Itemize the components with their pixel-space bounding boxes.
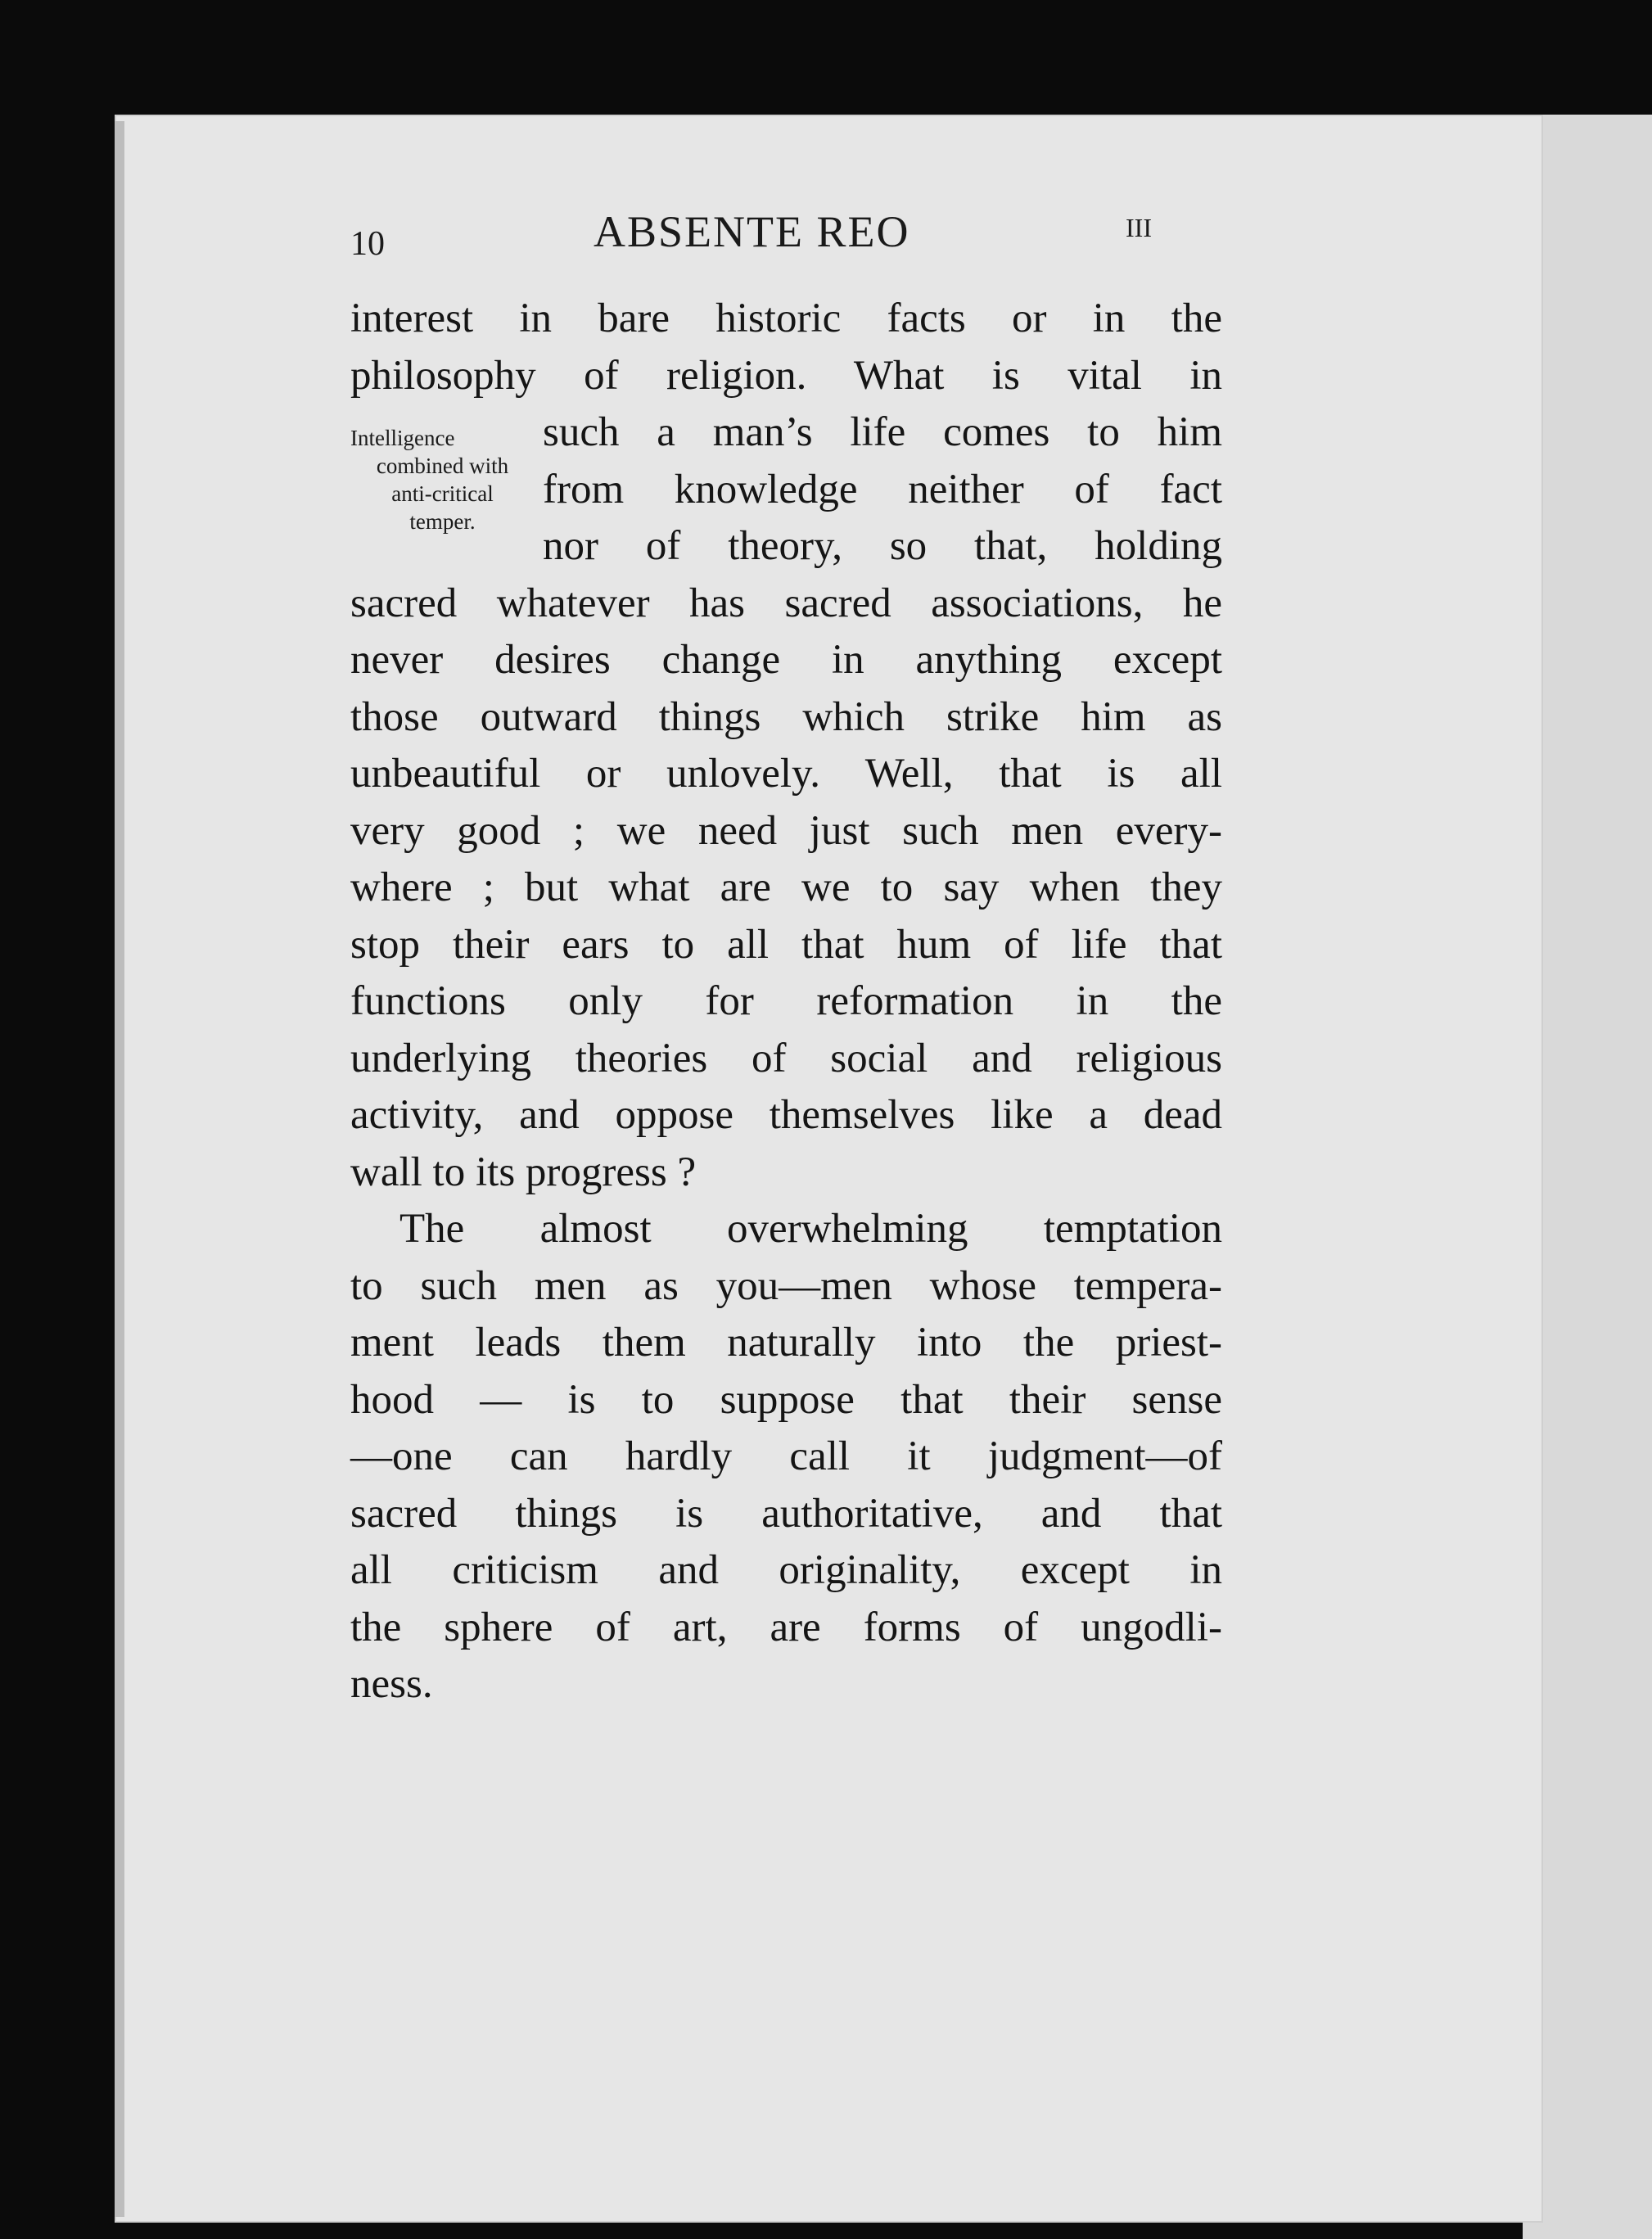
text-line: underlying theories of social and religious (350, 1035, 1222, 1081)
text-line: ness. (350, 1661, 433, 1707)
page-number: 10 (350, 225, 385, 263)
text-line: to such men as you—men whose tempera- (350, 1262, 1222, 1309)
body-text (350, 291, 1222, 1713)
text-line: philosophy of religion. What is vital in (350, 352, 1222, 399)
text-line: ment leads them naturally into the priest- (350, 1320, 1222, 1366)
margin-note-line: Intelligence (350, 426, 455, 450)
margin-note-line: temper. (409, 509, 476, 534)
text-line: unbeautiful or unlovely. Well, that is all (350, 751, 1222, 797)
text-line: sacred whatever has sacred associations, he (350, 580, 1222, 626)
text-line: stop their ears to all that hum of life that (350, 921, 1222, 968)
text-line: activity, and oppose themselves like a dead (350, 1092, 1222, 1138)
text-line: where ; but what are we to say when they (350, 864, 1222, 910)
text-line: The almost overwhelming temptation (399, 1206, 1222, 1252)
text-line: those outward things which strike him as (350, 693, 1222, 740)
text-line: sacred things is authoritative, and that (350, 1490, 1222, 1537)
margin-note-line: combined with (376, 454, 509, 478)
text-line: functions only for reformation in the (350, 978, 1222, 1024)
text-line: hood — is to suppose that their sense (350, 1376, 1222, 1423)
text-line: nor of theory, so that, holding (543, 523, 1222, 569)
text-line: the sphere of art, are forms of ungodli- (350, 1604, 1222, 1650)
margin-note-line: anti-critical (391, 481, 494, 506)
page-header (0, 206, 1652, 280)
running-head: ABSENTE REO (594, 207, 910, 256)
text-line: from knowledge neither of fact (543, 466, 1222, 512)
text-line: very good ; we need just such men every- (350, 807, 1222, 854)
page-binding-edge (115, 121, 124, 2217)
text-line: never desires change in anything except (350, 637, 1222, 683)
text-line: such a man’s life comes to him (543, 409, 1222, 455)
text-line: wall to its progress ? (350, 1149, 697, 1195)
signature-mark: III (1126, 213, 1152, 242)
text-line: —one can hardly call it judgment—of (350, 1433, 1222, 1479)
text-line: all criticism and originality, except in (350, 1547, 1222, 1593)
text-line: interest in bare historic facts or in the (350, 296, 1222, 341)
